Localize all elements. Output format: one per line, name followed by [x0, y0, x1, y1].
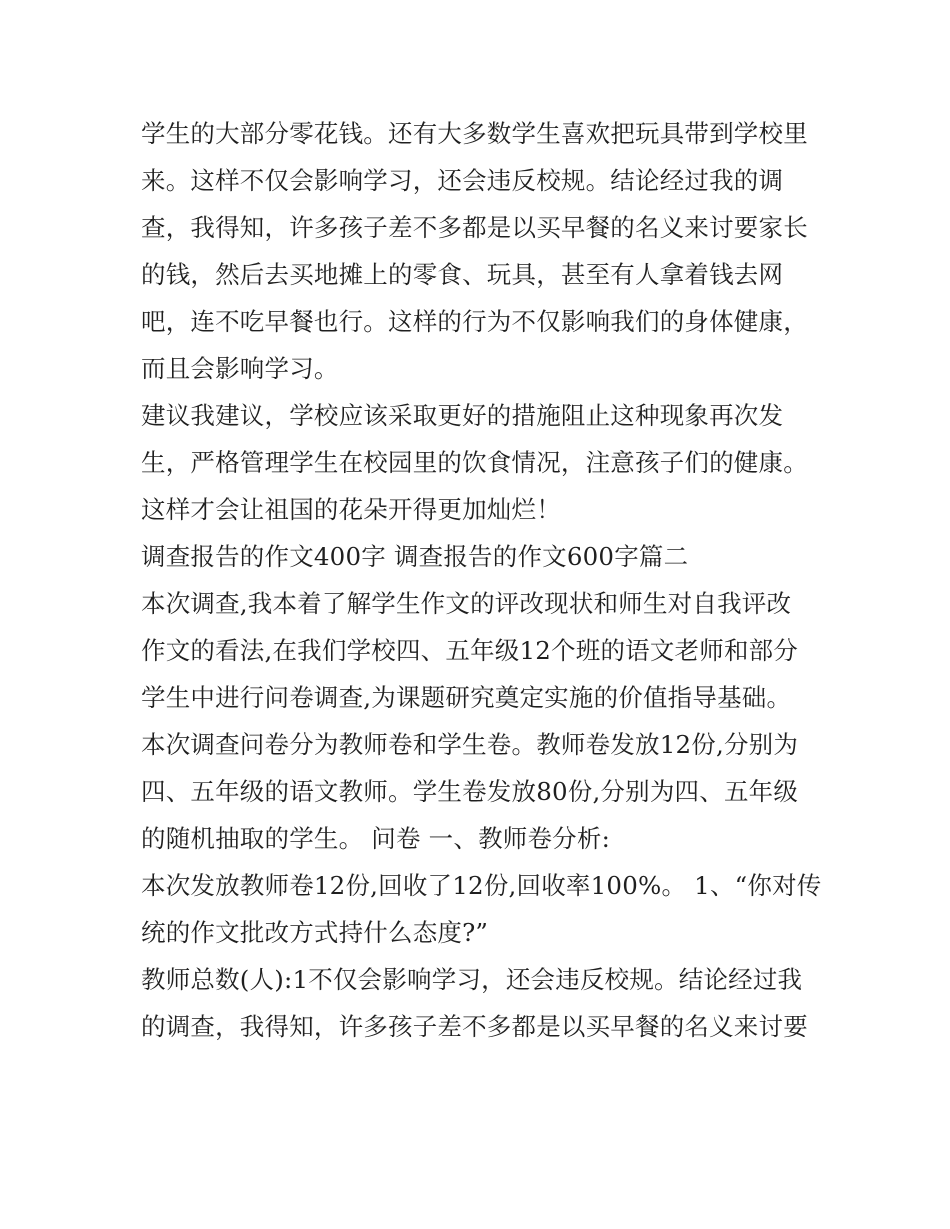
- text-line: 吧，连不吃早餐也行。这样的行为不仅影响我们的身体健康，: [141, 307, 808, 336]
- text-line: 而且会影响学习。: [141, 354, 339, 383]
- text-line: 统的作文批改方式持什么态度?”: [141, 918, 489, 947]
- text-line: 生，严格管理学生在校园里的饮食情况，注意孩子们的健康。: [141, 448, 808, 477]
- text-line: 的随机抽取的学生。 问卷 一、教师卷分析:: [141, 824, 611, 853]
- text-line: 本次调查,我本着了解学生作文的评改现状和师生对自我评改: [141, 589, 792, 618]
- text-line: 的调查，我得知，许多孩子差不多都是以买早餐的名义来讨要: [141, 1012, 808, 1041]
- text-line: 学生的大部分零花钱。还有大多数学生喜欢把玩具带到学校里: [141, 119, 808, 148]
- text-line: 的钱，然后去买地摊上的零食、玩具，甚至有人拿着钱去网: [141, 260, 784, 289]
- text-line: 本次调查问卷分为教师卷和学生卷。教师卷发放12份,分别为: [141, 730, 799, 759]
- text-line: 本次发放教师卷12份,回收了12份,回收率100%。 1、“你对传: [141, 871, 822, 900]
- text-line: 教师总数(人):1不仅会影响学习，还会违反校规。结论经过我: [141, 965, 803, 994]
- text-line: 来。这样不仅会影响学习，还会违反校规。结论经过我的调: [141, 166, 784, 195]
- text-line: 学生中进行问卷调查,为课题研究奠定实施的价值指导基础。: [141, 683, 792, 712]
- text-line: 查，我得知，许多孩子差不多都是以买早餐的名义来讨要家长: [141, 213, 808, 242]
- text-line: 建议我建议，学校应该采取更好的措施阻止这种现象再次发: [141, 401, 784, 430]
- text-line: 四、五年级的语文教师。学生卷发放80份,分别为四、五年级: [141, 777, 799, 806]
- text-line: 这样才会让祖国的花朵开得更加灿烂！: [141, 495, 561, 524]
- text-line: 作文的看法,在我们学校四、五年级12个班的语文老师和部分: [141, 636, 799, 665]
- section-heading: 调查报告的作文400字 调查报告的作文600字篇二: [141, 542, 689, 571]
- document-body: [141, 110, 821, 1050]
